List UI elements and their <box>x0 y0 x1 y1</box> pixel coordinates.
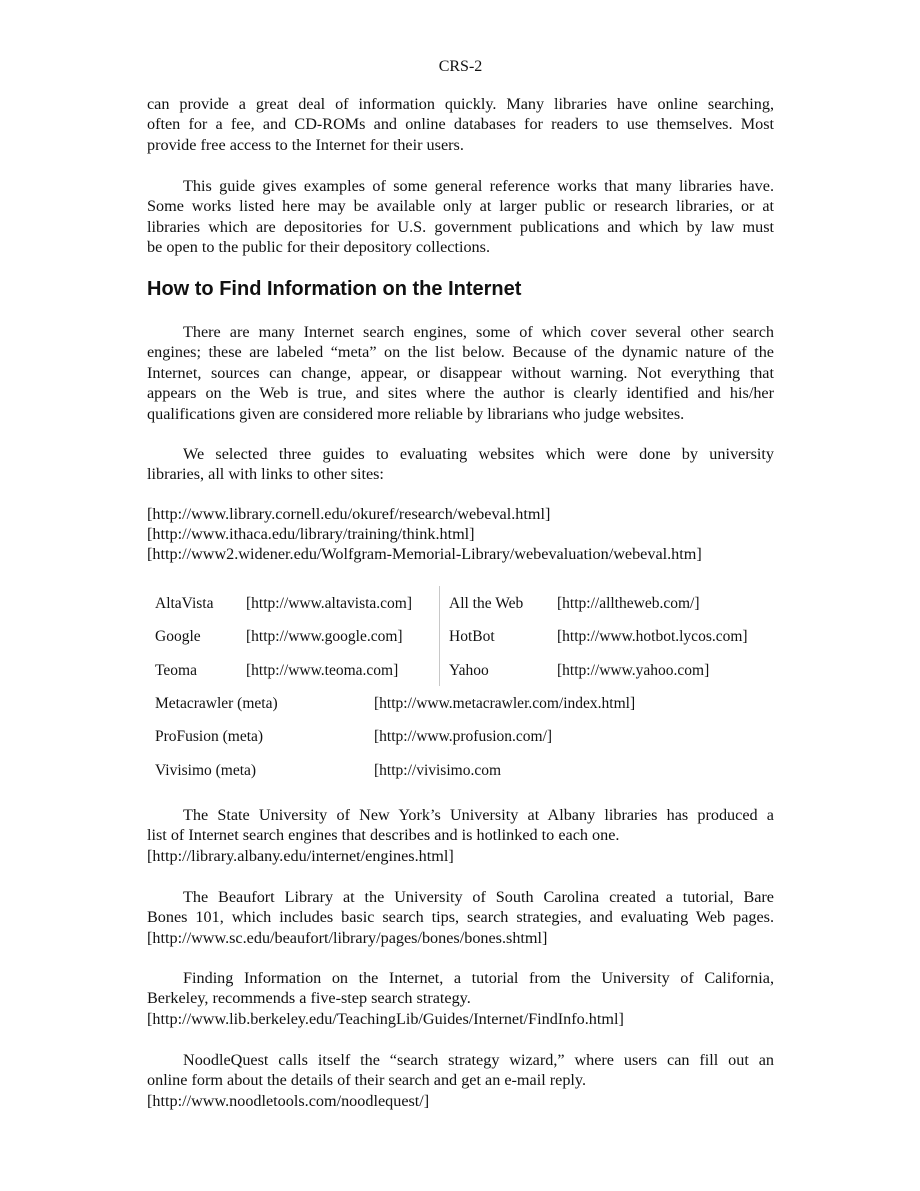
evaluation-url-ithaca[interactable]: [http://www.ithaca.edu/library/training/think.html] <box>147 525 475 543</box>
engine-name: Teoma <box>155 662 197 679</box>
evaluation-url-cornell[interactable]: [http://www.library.cornell.edu/okuref/research/webeval.html] <box>147 505 551 523</box>
paragraph-line: NoodleQuest calls itself the “search strategy wizard,” where users can fill out an <box>183 1051 774 1069</box>
intro-paragraph <box>147 94 774 155</box>
guide-paragraph <box>147 176 774 258</box>
paragraph-line: There are many Internet search engines, some of which cover several other search <box>183 323 774 341</box>
paragraph-line: Some works listed here may be available only at larger public or research libraries, or at <box>147 197 774 216</box>
engine-url[interactable]: [http://vivisimo.com <box>374 762 502 779</box>
engine-name: Metacrawler (meta) <box>155 695 278 712</box>
engine-name: ProFusion (meta) <box>155 728 264 745</box>
paragraph-line: The State University of New York’s University at Albany libraries has produced a <box>183 806 774 824</box>
berkeley-url[interactable]: [http://www.lib.berkeley.edu/TeachingLib/Guides/Internet/FindInfo.html] <box>147 1009 624 1028</box>
paragraph-line: Internet, sources can change, appear, or disappear without warning. Not everything that <box>147 363 774 382</box>
paragraph-line: libraries which are depositories for U.S. government publications and which by law must <box>147 217 774 236</box>
noodle-url[interactable]: [http://www.noodletools.com/noodlequest/] <box>147 1091 430 1110</box>
paragraph-line: Bones 101, which includes basic search tips, search strategies, and evaluating Web pages. <box>147 908 774 927</box>
paragraph-line: Finding Information on the Internet, a tutorial from the University of California, <box>183 969 774 987</box>
albany-url[interactable]: [http://library.albany.edu/internet/engines.html] <box>147 846 454 865</box>
engine-name: HotBot <box>449 628 495 645</box>
paragraph-line: We selected three guides to evaluating websites which were done by university <box>183 445 774 463</box>
engine-url[interactable]: [http://alltheweb.com/] <box>557 595 700 612</box>
engine-url[interactable]: [http://www.yahoo.com] <box>557 662 710 679</box>
paragraph-line: list of Internet search engines that describes and is hotlinked to each one. <box>147 826 620 845</box>
paragraph-line: engines; these are labeled “meta” on the list below. Because of the dynamic nature of the <box>147 343 774 362</box>
engine-url[interactable]: [http://www.hotbot.lycos.com] <box>557 628 748 645</box>
paragraph-line: be open to the public for their depository collections. <box>147 238 490 257</box>
engines-paragraph <box>147 322 774 424</box>
engine-name: Yahoo <box>449 662 489 679</box>
engine-url[interactable]: [http://www.metacrawler.com/index.html] <box>374 695 636 712</box>
engine-url[interactable]: [http://www.altavista.com] <box>246 595 413 612</box>
engine-url[interactable]: [http://www.teoma.com] <box>246 662 399 679</box>
paragraph-line: The Beaufort Library at the University of South Carolina created a tutorial, Bare <box>183 888 774 906</box>
paragraph-line: libraries, all with links to other sites: <box>147 465 384 484</box>
table-divider <box>439 586 440 686</box>
paragraph-line: often for a fee, and CD-ROMs and online databases for readers to use themselves. Most <box>147 115 774 134</box>
section-heading: How to Find Information on the Internet <box>147 278 522 300</box>
engine-name: Vivisimo (meta) <box>155 762 257 779</box>
paragraph-line: qualifications given are considered more reliable by librarians who judge websites. <box>147 404 685 423</box>
albany-paragraph <box>147 805 774 866</box>
engine-name: All the Web <box>449 595 524 612</box>
evaluation-paragraph <box>147 444 774 485</box>
beaufort-paragraph <box>147 887 774 948</box>
engine-name: Google <box>155 628 201 645</box>
paragraph-line: appears on the Web is true, and sites where the author is clearly identified and his/her <box>147 384 774 403</box>
page-header: CRS-2 <box>438 58 483 75</box>
paragraph-line: provide free access to the Internet for their users. <box>147 135 464 154</box>
paragraph-line: This guide gives examples of some general reference works that many libraries have. <box>183 177 774 195</box>
paragraph-line: can provide a great deal of information quickly. Many libraries have online searching, <box>147 95 774 113</box>
noodle-paragraph <box>147 1050 774 1111</box>
berkeley-paragraph <box>147 968 774 1029</box>
evaluation-url-widener[interactable]: [http://www2.widener.edu/Wolfgram-Memorial-Library/webevaluation/webeval.htm] <box>147 545 702 563</box>
beaufort-url[interactable]: [http://www.sc.edu/beaufort/library/pages/bones/bones.shtml] <box>147 928 548 947</box>
engine-name: AltaVista <box>155 595 214 612</box>
paragraph-line: Berkeley, recommends a five-step search strategy. <box>147 989 471 1008</box>
paragraph-line: online form about the details of their search and get an e-mail reply. <box>147 1071 586 1090</box>
engine-url[interactable]: [http://www.profusion.com/] <box>374 728 553 745</box>
engine-url[interactable]: [http://www.google.com] <box>246 628 403 645</box>
